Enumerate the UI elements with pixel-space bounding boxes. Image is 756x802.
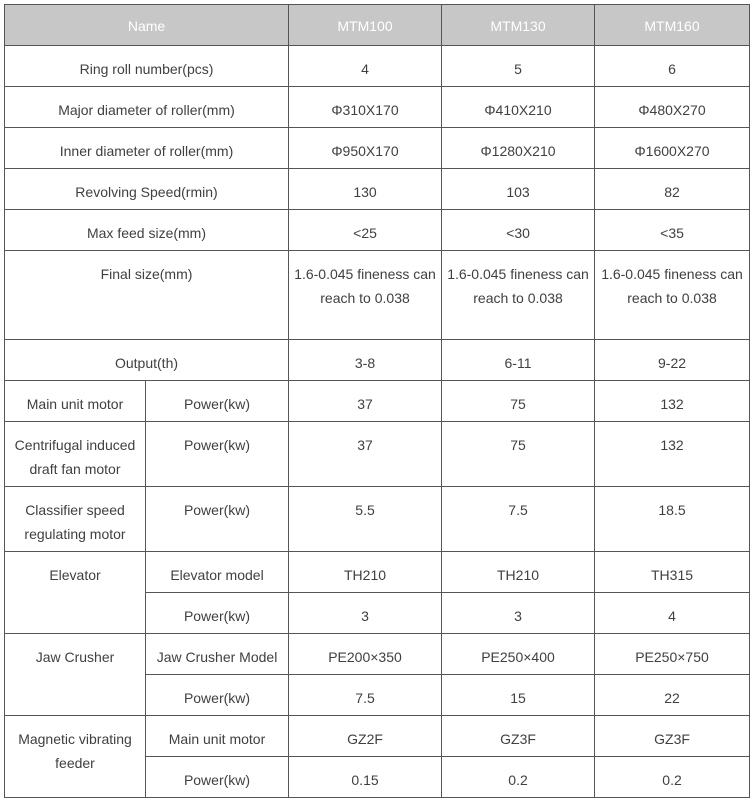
header-model: MTM160 [595, 5, 750, 46]
cell-value: 5 [442, 46, 595, 87]
table-row [5, 340, 750, 381]
table-row [5, 251, 750, 340]
cell-value: <30 [442, 210, 595, 251]
cell-value: 130 [289, 169, 442, 210]
table-row [5, 381, 750, 422]
row-label: Ring roll number(pcs) [5, 46, 289, 87]
row-label: Main unit motor [146, 716, 289, 757]
row-label: Power(kw) [146, 675, 289, 716]
table-row [5, 552, 750, 593]
cell-value: 103 [442, 169, 595, 210]
cell-value: TH210 [289, 552, 442, 593]
cell-value: GZ2F [289, 716, 442, 757]
cell-value: Φ310X170 [289, 87, 442, 128]
table-row [5, 46, 750, 87]
table-row [5, 87, 750, 128]
table-row [5, 716, 750, 757]
group-label: Centrifugal induced draft fan motor [5, 422, 146, 487]
cell-value: 0.2 [595, 757, 750, 798]
row-label: Revolving Speed(rmin) [5, 169, 289, 210]
cell-value: 132 [595, 422, 750, 487]
cell-value: 0.15 [289, 757, 442, 798]
cell-value: 3-8 [289, 340, 442, 381]
group-label: Elevator [5, 552, 146, 634]
cell-value: 1.6-0.045 fineness can reach to 0.038 [442, 251, 595, 340]
cell-value: PE250×750 [595, 634, 750, 675]
table-row [5, 210, 750, 251]
cell-value: 132 [595, 381, 750, 422]
row-label: Jaw Crusher Model [146, 634, 289, 675]
cell-value: <35 [595, 210, 750, 251]
header-row [5, 5, 750, 46]
cell-value: 15 [442, 675, 595, 716]
cell-value: 4 [289, 46, 442, 87]
cell-value: 18.5 [595, 487, 750, 552]
table-row [5, 128, 750, 169]
cell-value: Φ480X270 [595, 87, 750, 128]
cell-value: TH210 [442, 552, 595, 593]
table-row [5, 169, 750, 210]
group-label: Main unit motor [5, 381, 146, 422]
cell-value: Φ1600X270 [595, 128, 750, 169]
cell-value: 3 [289, 593, 442, 634]
cell-value: 5.5 [289, 487, 442, 552]
row-label: Max feed size(mm) [5, 210, 289, 251]
cell-value: TH315 [595, 552, 750, 593]
cell-value: PE250×400 [442, 634, 595, 675]
cell-value: <25 [289, 210, 442, 251]
row-label: Power(kw) [146, 381, 289, 422]
cell-value: 4 [595, 593, 750, 634]
row-label: Final size(mm) [5, 251, 289, 340]
cell-value: 7.5 [442, 487, 595, 552]
cell-value: 75 [442, 381, 595, 422]
table-row [5, 634, 750, 675]
cell-value: 37 [289, 381, 442, 422]
cell-value: Φ950X170 [289, 128, 442, 169]
group-label: Jaw Crusher [5, 634, 146, 716]
cell-value: GZ3F [442, 716, 595, 757]
cell-value: PE200×350 [289, 634, 442, 675]
cell-value: 1.6-0.045 fineness can reach to 0.038 [289, 251, 442, 340]
cell-value: 0.2 [442, 757, 595, 798]
cell-value: 22 [595, 675, 750, 716]
cell-value: 6 [595, 46, 750, 87]
row-label: Power(kw) [146, 487, 289, 552]
row-label: Power(kw) [146, 593, 289, 634]
spec-table [4, 4, 750, 798]
row-label: Major diameter of roller(mm) [5, 87, 289, 128]
group-label: Magnetic vibrating feeder [5, 716, 146, 798]
cell-value: 75 [442, 422, 595, 487]
row-label: Output(th) [5, 340, 289, 381]
cell-value: 37 [289, 422, 442, 487]
row-label: Elevator model [146, 552, 289, 593]
cell-value: 9-22 [595, 340, 750, 381]
cell-value: 6-11 [442, 340, 595, 381]
table-row [5, 422, 750, 487]
cell-value: 82 [595, 169, 750, 210]
cell-value: Φ1280X210 [442, 128, 595, 169]
header-model: MTM100 [289, 5, 442, 46]
cell-value: 1.6-0.045 fineness can reach to 0.038 [595, 251, 750, 340]
cell-value: 7.5 [289, 675, 442, 716]
row-label: Power(kw) [146, 757, 289, 798]
cell-value: 3 [442, 593, 595, 634]
group-label: Classifier speed regulating motor [5, 487, 146, 552]
cell-value: GZ3F [595, 716, 750, 757]
row-label: Inner diameter of roller(mm) [5, 128, 289, 169]
row-label: Power(kw) [146, 422, 289, 487]
header-name: Name [5, 5, 289, 46]
table-row [5, 487, 750, 552]
cell-value: Φ410X210 [442, 87, 595, 128]
header-model: MTM130 [442, 5, 595, 46]
